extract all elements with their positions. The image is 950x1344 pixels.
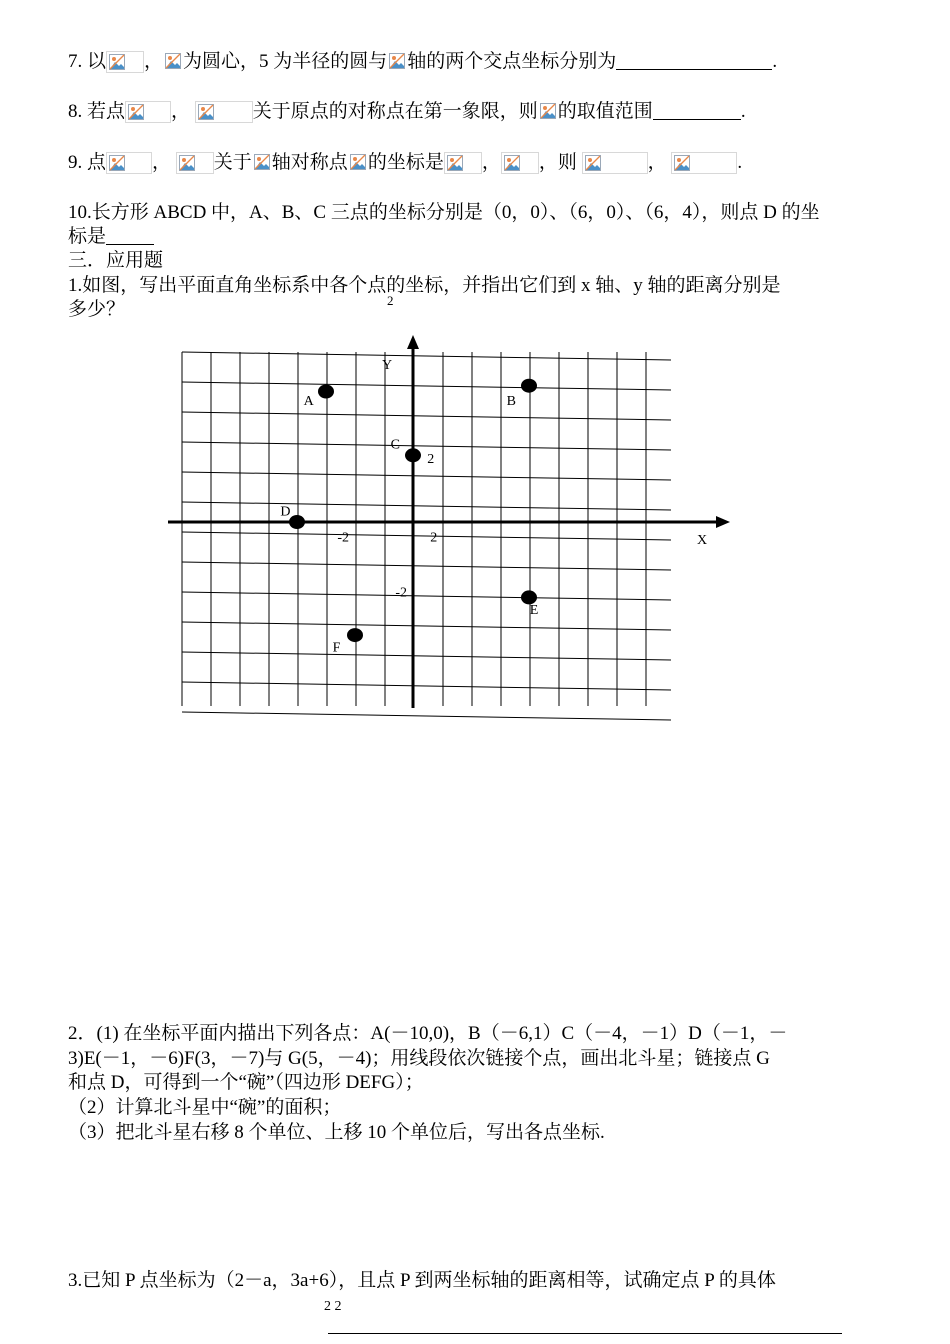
problem-2-line-5: （3）把北斗星右移 8 个单位、上移 10 个单位后，写出各点坐标. (68, 1122, 605, 1143)
problem-1-line-1: 1.如图，写出平面直角坐标系中各个点的坐标，并指出它们到 x 轴、y 轴的距离分别是 (68, 275, 781, 296)
grid-line-horizontal (182, 622, 671, 630)
grid-line-horizontal (182, 592, 671, 600)
point-label-b: B (506, 394, 516, 410)
problem-2-line-2: 3)E(－1，－6)F(3，－7)与 G(5，－4)；用线段依次链接个点，画出北斗星；链接点 G (68, 1048, 770, 1069)
tick-label: 2 (430, 530, 438, 546)
problem-2-line-3: 和点 D，可得到一个“碗”（四边形 DEFG）； (68, 1072, 424, 1093)
problem-2-line-4: （2）计算北斗星中“碗”的面积； (68, 1097, 342, 1118)
problem-3-line-1: 3.已知 P 点坐标为（2－a，3a+6），且点 P 到两坐标轴的距离相等，试确定点 P 的具体 (68, 1270, 776, 1291)
point-label-d: D (280, 504, 291, 520)
answer-rule[interactable] (328, 1333, 842, 1334)
tick-label: -2 (337, 530, 350, 546)
point-c (405, 448, 421, 462)
problem-1-subscript: 2 (387, 293, 394, 308)
y-axis-arrow-icon (407, 335, 419, 349)
grid-line-horizontal (182, 382, 671, 390)
y-axis-label: Y (382, 358, 393, 373)
problem-3-subscripts: 2 2 (324, 1299, 342, 1314)
grid-line-horizontal (182, 502, 671, 510)
point-label-e: E (529, 603, 539, 618)
problem-1-line-2: 多少？ (68, 299, 126, 320)
grid-line-horizontal (182, 652, 671, 660)
x-axis-label: X (697, 533, 708, 548)
grid-lines (182, 352, 671, 720)
point-a (318, 385, 334, 399)
grid-line-horizontal (182, 532, 671, 540)
plotted-points (280, 379, 538, 656)
point-label-c: C (390, 437, 400, 453)
problem-2-line-1: 2．(1) 在坐标平面内描出下列各点：A(－10,0)，B（－6,1）C（－4，－1）D（－1，－ (68, 1023, 788, 1044)
grid-line-horizontal (182, 412, 671, 420)
point-label-a: A (303, 394, 314, 410)
grid-line-horizontal (182, 712, 671, 720)
grid-line-horizontal (182, 562, 671, 570)
tick-label: 2 (427, 452, 435, 468)
grid-line-horizontal (182, 442, 671, 450)
question-10-line-2: 标是 (68, 225, 154, 249)
point-label-f: F (332, 640, 341, 656)
grid-line-horizontal (182, 472, 671, 480)
point-b (521, 379, 537, 393)
tick-label: -2 (395, 585, 408, 601)
point-d (289, 515, 305, 529)
question-9: 9. 点 ， 关于 轴对称点 的坐标是 ， ，则 ， . (68, 152, 743, 173)
grid-line-horizontal (182, 352, 671, 360)
section-heading: 三．应用题 (68, 250, 164, 271)
grid-line-horizontal (182, 682, 671, 690)
x-axis-arrow-icon (716, 516, 730, 528)
question-10-line-1: 10.长方形 ABCD 中，A、B、C 三点的坐标分别是（0，0）、（6，0）、（6，4），则点 D 的坐 (68, 202, 820, 223)
question-7: 7. 以 ， 为圆心，5 为半径的圆与 轴的两个交点坐标分别为 . (68, 51, 778, 72)
point-f (347, 628, 363, 642)
question-8: 8. 若点 ， 关于原点的对称点在第一象限，则 的取值范围 . (68, 101, 746, 122)
